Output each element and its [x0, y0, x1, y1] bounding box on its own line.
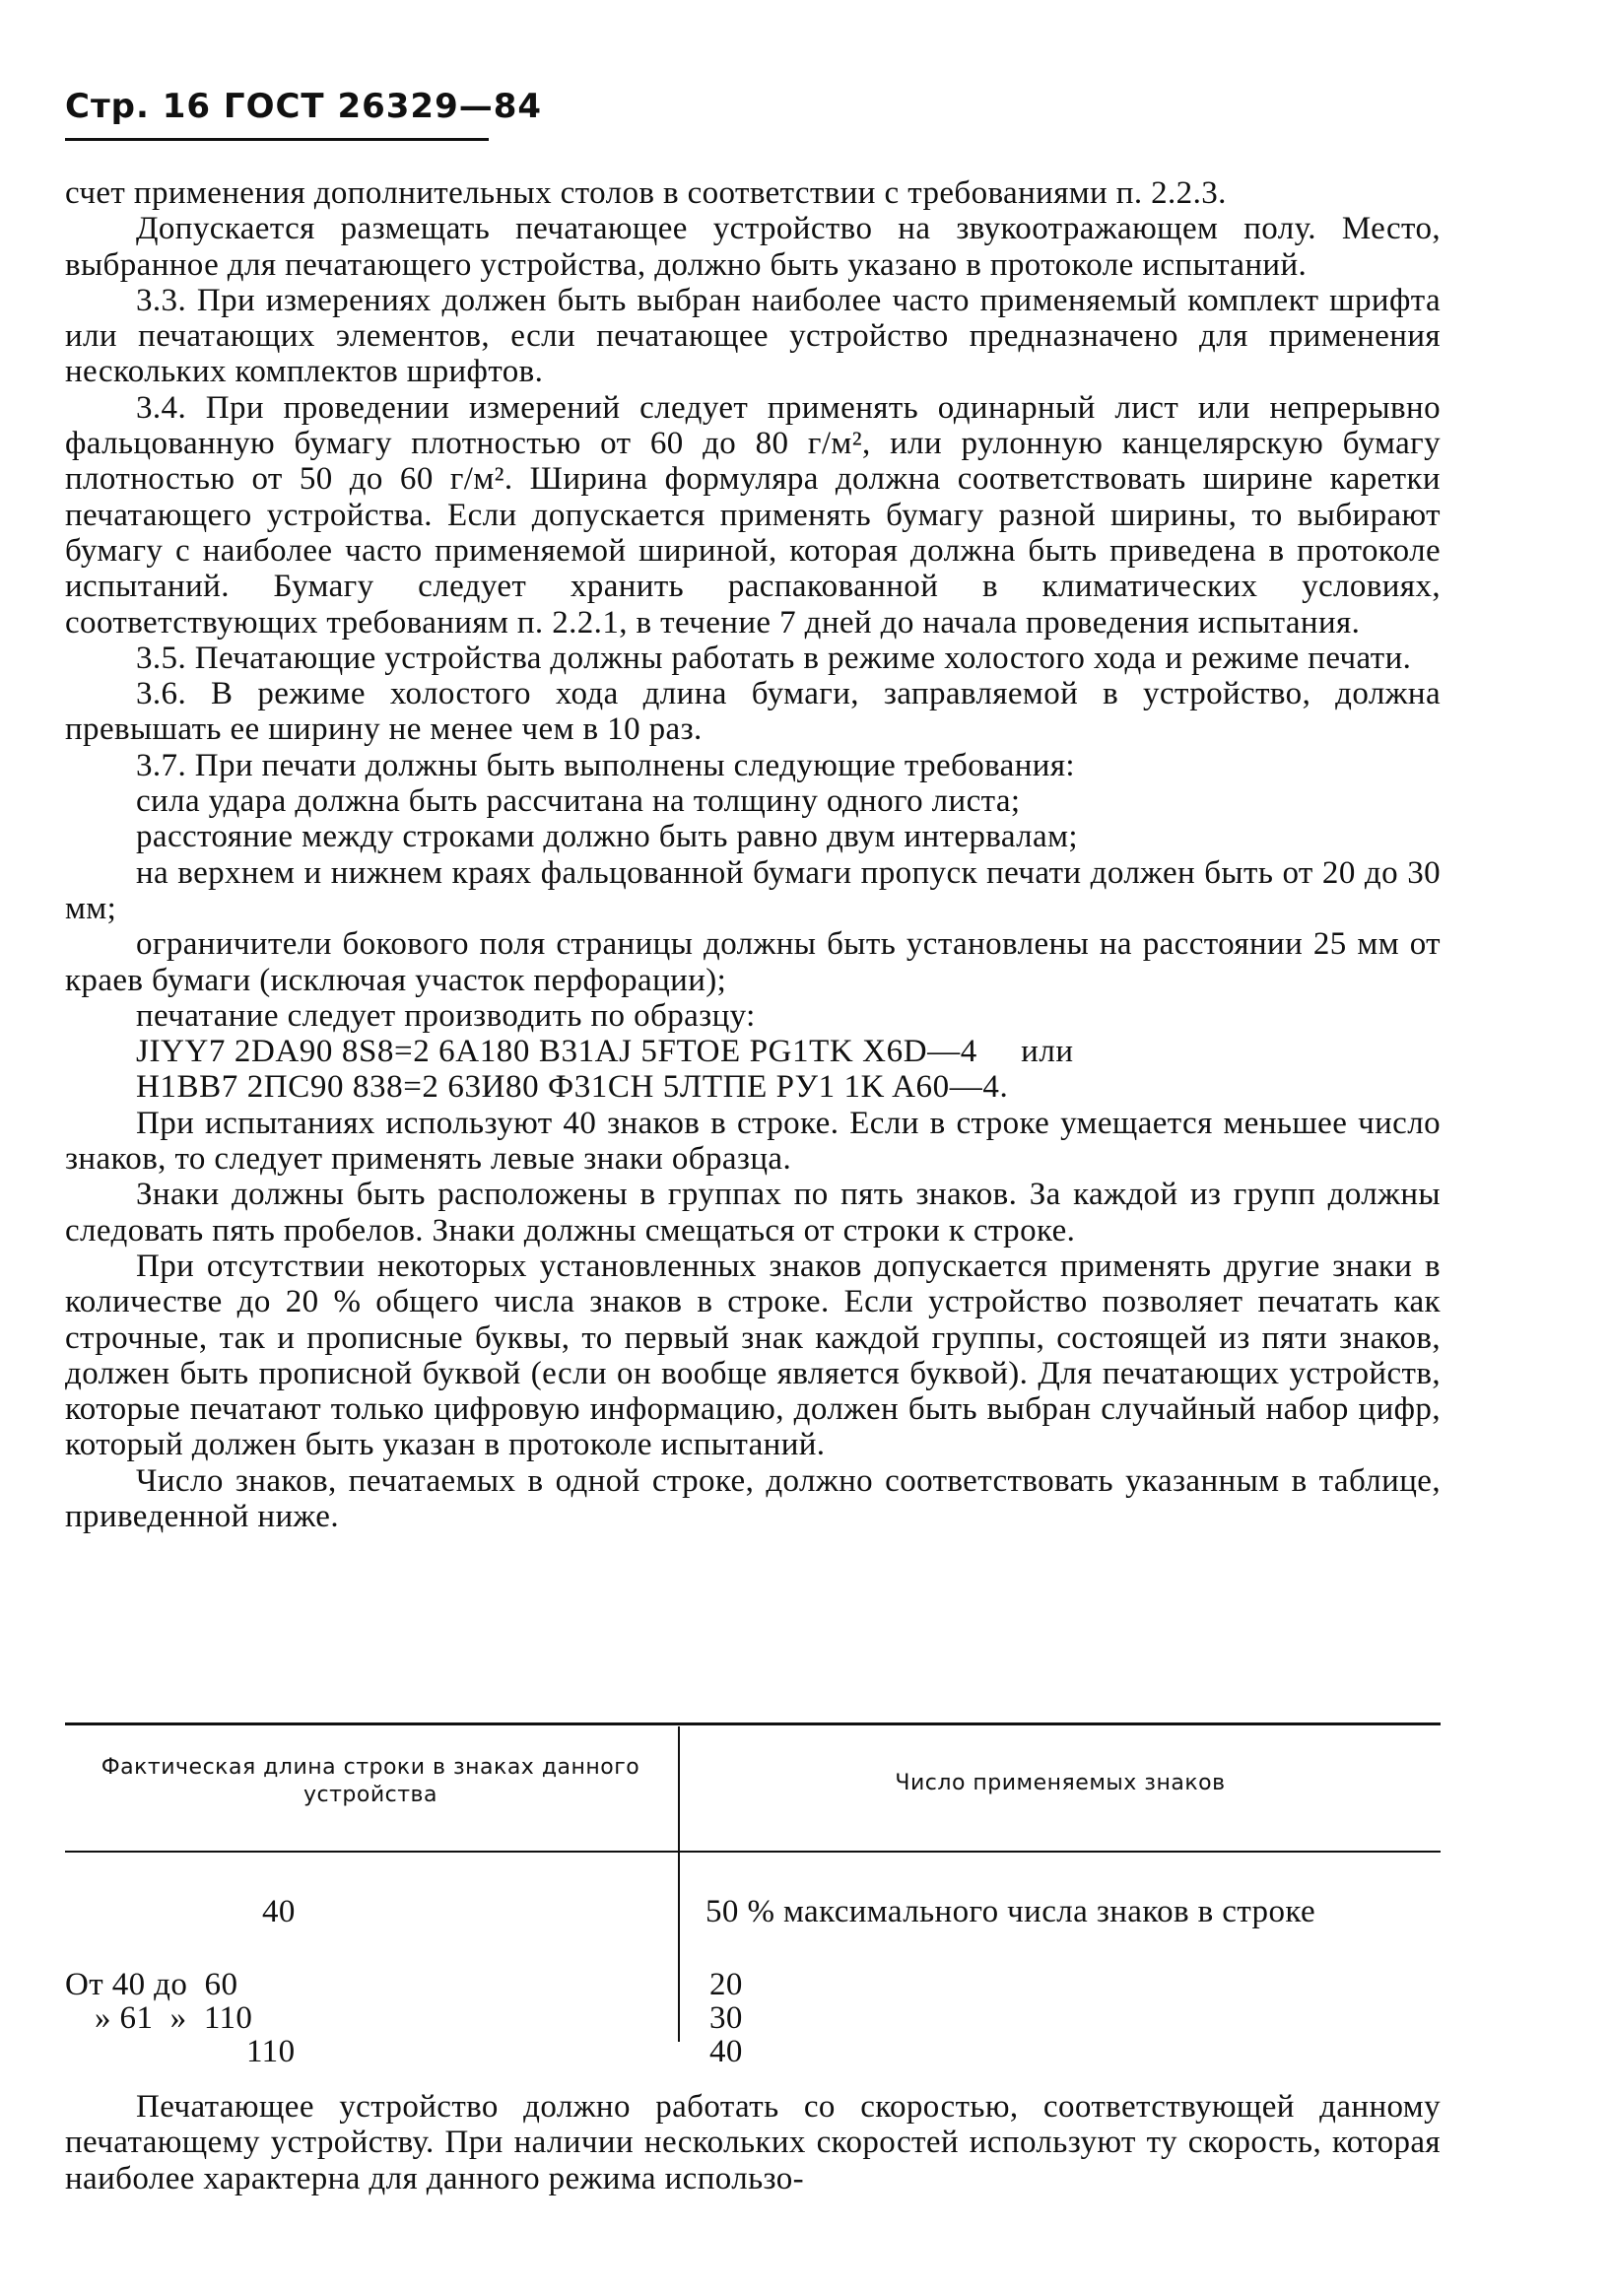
paragraph-3-6: 3.6. В режиме холостого хода длина бумаги, заправляемой в устройство, должна превышать ее ширину не менее чем в 10 раз.: [65, 676, 1441, 748]
paragraph: Знаки должны быть расположены в группах по пять знаков. За каждой из групп должны следовать пять пробелов. Знаки должны смещаться от строки к строке.: [65, 1177, 1441, 1249]
paragraph-3-5: 3.5. Печатающие устройства должны работать в режиме холостого хода и режиме печати.: [136, 640, 1412, 676]
requirement-item: печатание следует производить по образцу:: [136, 997, 756, 1034]
table-top-rule: [65, 1722, 1441, 1725]
sample-line: JIYY7 2DA90 8S8=2 6A180 B31AJ 5FTOE PG1TK X6D—4 или: [136, 1034, 1074, 1070]
paragraph: Число знаков, печатаемых в одной строке, должно соответствовать указанным в таблице, приведенной ниже.: [65, 1462, 1441, 1534]
requirement-item: сила удара должна быть рассчитана на толщину одного листа;: [136, 783, 1021, 820]
table-cell-length: От 40 до 60: [65, 1967, 238, 2002]
table-cell-length: 40: [262, 1894, 296, 1929]
page-header: Стр. 16 ГОСТ 26329—84: [65, 87, 543, 126]
table-cell-count: 40: [709, 2034, 743, 2069]
sample-line: H1BB7 2ПC90 838=2 63И80 Ф31CH 5ЛTПE PУ1 1K A60—4.: [136, 1069, 1009, 1106]
table-cell-count: 20: [709, 1967, 743, 2002]
paragraph: Печатающее устройство должно работать со скоростью, соответствующей данному печатающему устройству. При наличии нескольких скоростей используют ту скорость, которая наиболее характерна для данного режима использо-: [65, 2089, 1441, 2196]
closing-text: [65, 2089, 1441, 2196]
paragraph: счет применения дополнительных столов в соответствии с требованиями п. 2.2.3.: [65, 175, 1227, 211]
table-cell-count: 50 % максимального числа знаков в строке: [705, 1894, 1316, 1929]
requirement-item: расстояние между строками должно быть равно двум интервалам;: [136, 819, 1078, 855]
paragraph: Допускается размещать печатающее устройство на звукоотражающем полу. Место, выбранное для печатающего устройства, должно быть указано в протоколе испытаний.: [65, 211, 1441, 283]
table-cell-length: » 61 » 110: [95, 2000, 253, 2036]
table-column-divider: [678, 1726, 680, 2042]
table-cell-length: 110: [246, 2034, 296, 2069]
table-header-rule: [65, 1851, 1441, 1853]
body-text: [65, 175, 1441, 1534]
requirement-item: ограничители бокового поля страницы должны быть установлены на расстоянии 25 мм от краев бумаги (исключая участок перфорации);: [65, 926, 1441, 998]
header-rule: [65, 138, 489, 141]
table-header-characters-used: Число применяемых знаков: [895, 1771, 1226, 1795]
paragraph-3-4: 3.4. При проведении измерений следует применять одинарный лист или непрерывно фальцованную бумагу плотностью от 60 до 80 г/м², или рулонную канцелярскую бумагу плотностью от 50 до 60 г/м². Ширина формуляра должна соответствовать ширине каретки печатающего устройства. Если допускается применять бумагу разной ширины, то выбирают бумагу с наиболее часто применяемой шириной, которая должна быть приведена в протоколе испытаний. Бумагу следует хранить распакованной в климатических условиях, соответствующих требованиям п. 2.2.1, в течение 7 дней до начала проведения испытания.: [65, 389, 1441, 641]
requirement-item: на верхнем и нижнем краях фальцованной бумаги пропуск печати должен быть от 20 до 30 мм;: [65, 854, 1441, 926]
paragraph: При испытаниях используют 40 знаков в строке. Если в строке умещается меньшее число знаков, то следует применять левые знаки образца.: [65, 1105, 1441, 1178]
table-cell-count: 30: [709, 2000, 743, 2036]
paragraph-3-7: 3.7. При печати должны быть выполнены следующие требования:: [136, 747, 1075, 783]
paragraph: При отсутствии некоторых установленных знаков допускается применять другие знаки в количестве до 20 % общего числа знаков в строке. Если устройство позволяет печатать как строчные, так и прописные буквы, то первый знак каждой группы, состоящей из пяти знаков, должен быть прописной буквой (если он вообще является буквой). Для печатающих устройств, которые печатают только цифровую информацию, должен быть выбран случайный набор цифр, который должен быть указан в протоколе испытаний.: [65, 1248, 1441, 1463]
table-header-line-length: Фактическая длина строки в знаках данного устройства: [101, 1755, 640, 1807]
characters-table: [65, 1722, 1441, 2069]
paragraph-3-3: 3.3. При измерениях должен быть выбран наиболее часто применяемый комплект шрифта или печатающих элементов, если печатающее устройство предназначено для применения нескольких комплектов шрифтов.: [65, 282, 1441, 390]
